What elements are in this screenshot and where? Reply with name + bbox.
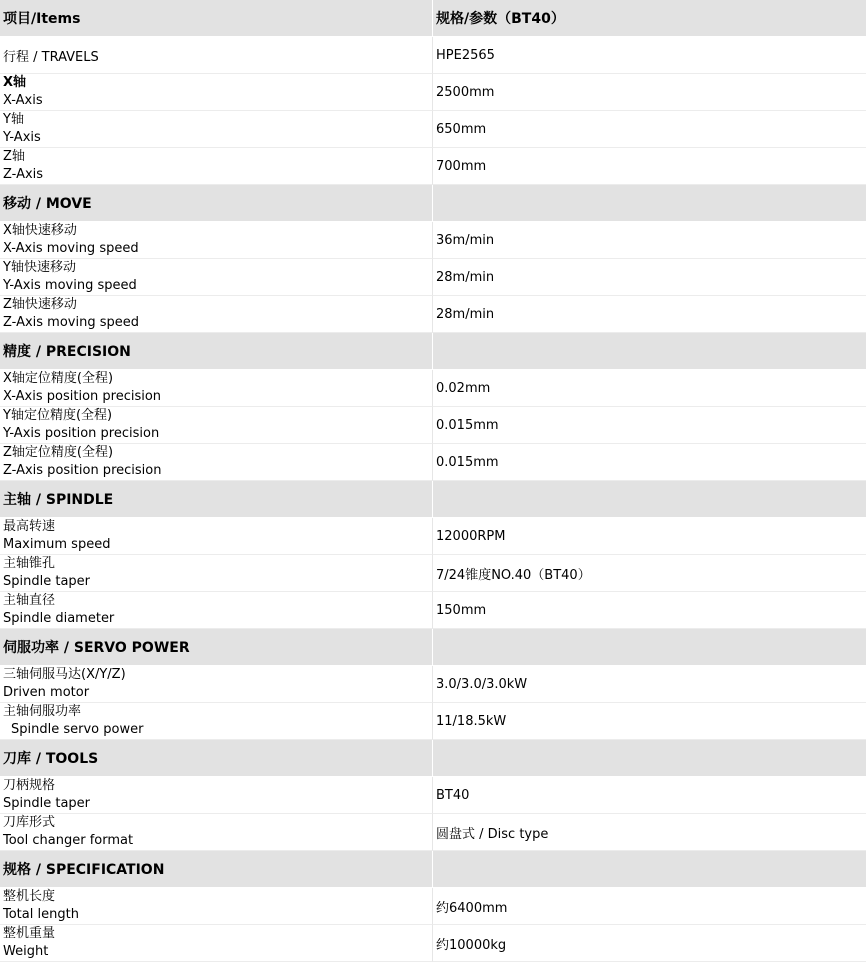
- table-row: [0, 777, 866, 814]
- section-header-row: [0, 740, 866, 777]
- row-label: [0, 703, 432, 740]
- row-value: 约6400mm: [432, 888, 866, 925]
- table-row: [0, 444, 866, 481]
- row-label-zh: 主轴直径: [3, 593, 56, 608]
- row-label-zh: 刀柄规格: [3, 778, 56, 793]
- row-value: 7/24锥度NO.40（BT40）: [432, 555, 866, 592]
- row-label-zh: Z轴快速移动: [3, 297, 77, 312]
- row-label-en: Total length: [3, 907, 79, 922]
- section-title: 伺服功率 / SERVO POWER: [0, 629, 432, 666]
- row-label-zh: 三轴伺服马达(X/Y/Z): [3, 667, 126, 682]
- table-row: [0, 222, 866, 259]
- table-header-row: [0, 0, 866, 37]
- row-value: 650mm: [432, 111, 866, 148]
- row-value: 28m/min: [432, 259, 866, 296]
- row-label-en: Y-Axis moving speed: [3, 278, 137, 293]
- row-label: [0, 814, 432, 851]
- row-label-en: X-Axis position precision: [3, 389, 162, 404]
- row-label-en: Tool changer format: [3, 833, 134, 848]
- section-title: 规格 / SPECIFICATION: [0, 851, 432, 888]
- row-label: [0, 444, 432, 481]
- row-value: 约10000kg: [432, 925, 866, 962]
- table-row: [0, 703, 866, 740]
- table-row: [0, 592, 866, 629]
- section-header-row: [0, 851, 866, 888]
- row-label-en: X-Axis: [3, 93, 43, 108]
- table-row: [0, 370, 866, 407]
- row-label-en: Spindle servo power: [11, 722, 144, 737]
- table-row: [0, 555, 866, 592]
- row-label: [0, 296, 432, 333]
- table-row: [0, 296, 866, 333]
- row-label-en: Spindle diameter: [3, 611, 115, 626]
- row-value: HPE2565: [432, 37, 866, 74]
- row-label-en: Z-Axis moving speed: [3, 315, 140, 330]
- row-value: 11/18.5kW: [432, 703, 866, 740]
- row-label-zh: Z轴: [3, 149, 25, 164]
- header-items: 项目/Items: [0, 0, 432, 37]
- row-label: [0, 74, 432, 111]
- table-row: [0, 37, 866, 74]
- section-empty-cell: [432, 481, 866, 518]
- section-header-row: [0, 185, 866, 222]
- row-label: [0, 888, 432, 925]
- header-spec: 规格/参数（BT40）: [432, 0, 866, 37]
- row-label-zh: Y轴: [3, 112, 24, 127]
- row-label-zh: X轴快速移动: [3, 223, 77, 238]
- table-row: [0, 148, 866, 185]
- table-row: [0, 259, 866, 296]
- row-label-en: Driven motor: [3, 685, 90, 700]
- row-label-zh: Z轴定位精度(全程): [3, 445, 114, 460]
- row-value: 3.0/3.0/3.0kW: [432, 666, 866, 703]
- row-label-zh: 整机重量: [3, 926, 56, 941]
- section-empty-cell: [432, 629, 866, 666]
- row-label: [0, 777, 432, 814]
- section-title: 刀库 / TOOLS: [0, 740, 432, 777]
- row-label-zh: 最高转速: [3, 519, 56, 534]
- row-label-zh: X轴: [3, 75, 27, 90]
- row-value: 圆盘式 / Disc type: [432, 814, 866, 851]
- row-label: [0, 407, 432, 444]
- table-row: [0, 518, 866, 555]
- row-label-en: Y-Axis position precision: [3, 426, 160, 441]
- table-row: [0, 888, 866, 925]
- row-label-en: Spindle taper: [3, 574, 91, 589]
- section-empty-cell: [432, 740, 866, 777]
- row-label: [0, 666, 432, 703]
- row-value: 700mm: [432, 148, 866, 185]
- row-value: 0.015mm: [432, 444, 866, 481]
- row-label: [0, 925, 432, 962]
- section-title: 精度 / PRECISION: [0, 333, 432, 370]
- table-row: [0, 666, 866, 703]
- row-label: [0, 111, 432, 148]
- row-value: 2500mm: [432, 74, 866, 111]
- row-label: [0, 370, 432, 407]
- row-label-zh: 主轴锥孔: [3, 556, 56, 571]
- row-label: [0, 518, 432, 555]
- row-label: [0, 222, 432, 259]
- row-value: 28m/min: [432, 296, 866, 333]
- row-value: 36m/min: [432, 222, 866, 259]
- row-value: 0.015mm: [432, 407, 866, 444]
- section-title: 主轴 / SPINDLE: [0, 481, 432, 518]
- row-label-en: Z-Axis: [3, 167, 44, 182]
- section-empty-cell: [432, 851, 866, 888]
- table-row: [0, 407, 866, 444]
- section-empty-cell: [432, 185, 866, 222]
- row-value: 12000RPM: [432, 518, 866, 555]
- row-label: 行程 / TRAVELS: [0, 37, 432, 74]
- row-label-en: Spindle taper: [3, 796, 91, 811]
- row-label-en: Maximum speed: [3, 537, 111, 552]
- row-value: 150mm: [432, 592, 866, 629]
- row-label-zh: 整机长度: [3, 889, 56, 904]
- section-header-row: [0, 629, 866, 666]
- row-label: [0, 259, 432, 296]
- row-value: 0.02mm: [432, 370, 866, 407]
- row-label-en: X-Axis moving speed: [3, 241, 139, 256]
- section-title: 移动 / MOVE: [0, 185, 432, 222]
- row-value: BT40: [432, 777, 866, 814]
- row-label-zh: X轴定位精度(全程): [3, 371, 114, 386]
- row-label-zh: Y轴快速移动: [3, 260, 76, 275]
- section-empty-cell: [432, 333, 866, 370]
- row-label: [0, 592, 432, 629]
- table-row: [0, 814, 866, 851]
- row-label: [0, 555, 432, 592]
- row-label-en: Y-Axis: [3, 130, 41, 145]
- row-label: [0, 148, 432, 185]
- row-label-zh: 刀库形式: [3, 815, 56, 830]
- row-label-en: Weight: [3, 944, 49, 959]
- row-label-en: Z-Axis position precision: [3, 463, 162, 478]
- table-row: [0, 74, 866, 111]
- table-row: [0, 925, 866, 962]
- table-row: [0, 111, 866, 148]
- row-label-zh: Y轴定位精度(全程): [3, 408, 113, 423]
- row-label-zh: 主轴伺服功率: [3, 704, 82, 719]
- section-header-row: [0, 481, 866, 518]
- section-header-row: [0, 333, 866, 370]
